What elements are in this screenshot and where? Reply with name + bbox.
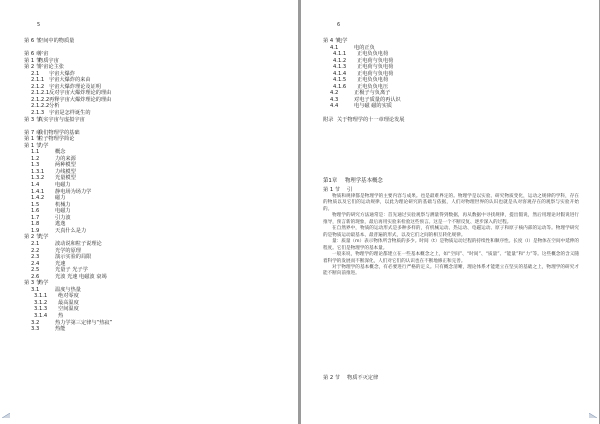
toc-entry-title: 绝对零度 xyxy=(58,293,79,300)
toc-entry-number: 4.4 xyxy=(330,103,339,110)
toc-entry-title: 正极子与负离子 xyxy=(354,90,391,97)
section-number: 第 1 节 xyxy=(323,187,340,193)
toc-entry-number: 第 6 节 xyxy=(24,38,41,44)
toc-entry-number: 4.1.3 xyxy=(333,64,347,71)
toc-entry-title: 力学 xyxy=(38,142,49,149)
toc-entry-number: 2.5 xyxy=(31,267,40,274)
toc-entry-title: 天真什么是力 xyxy=(55,227,87,234)
toc-entry-title: 力线模型 xyxy=(55,168,76,175)
right-page xyxy=(301,0,599,424)
toc-entry-title: 热力学第三定律与“热寂” xyxy=(55,319,113,326)
toc-entry-number: 附录 xyxy=(323,116,334,123)
paragraph: 一般来说，物理学的理论都建立在一些基本概念之上，如“空间”、“时间”、“质量”、“能量”和“力”等。这些概念的含义随着科学的发展而不断深化，人们对它们的认识也在不断地修正和完善。 xyxy=(323,252,579,264)
toc-entry-number: 1.4.1 xyxy=(31,188,45,195)
toc-entry-number: 1.4.2 xyxy=(31,195,45,202)
toc-entry-title: 机械力 xyxy=(55,201,71,208)
toc-entry-number: 2.1 xyxy=(31,70,40,77)
toc-entry-title: 正电荷与负电荷 xyxy=(357,64,394,71)
toc-entry-number: 1.3.2 xyxy=(31,175,45,182)
toc-entry-number: 1.5 xyxy=(31,201,40,208)
toc-entry-title: 宇宙大爆炸 xyxy=(49,70,75,77)
toc-entry-number: 2.1.2.2 xyxy=(31,96,50,103)
toc-entry-title: 真实宇宙与虚拟宇宙 xyxy=(38,116,85,123)
toc-entry-number: 2.1.2 xyxy=(31,83,45,90)
toc-entry-title: 宇宙大爆炸的来由 xyxy=(49,77,91,84)
toc-entry-title: 再释宇宙大爆炸理论的理由 xyxy=(49,96,112,103)
toc-entry-title: 光量子 光子学 xyxy=(55,267,88,274)
toc-entry-title: 电磁力 xyxy=(55,208,71,215)
toc-entry-title: 粒子物理学简论 xyxy=(38,136,75,143)
toc-entry-title: 正电荷与负电荷 xyxy=(357,57,394,64)
toc-entry-number: 4.1 xyxy=(330,44,339,51)
toc-entry-title: 正电负负电压 xyxy=(357,83,389,90)
toc-entry-number: 2.6 xyxy=(31,273,40,280)
toc-entry-number: 4.1.4 xyxy=(333,70,347,77)
toc-entry-title: 电学 xyxy=(337,38,348,44)
toc-entry-number: 2.1.1 xyxy=(31,77,45,84)
toc-entry-title: 电与磁 磁的实质 xyxy=(354,103,392,110)
table-of-contents xyxy=(24,38,298,333)
chapter-title: 物理学基本概念 xyxy=(345,178,383,184)
toc-entry-number: 2.3 xyxy=(31,254,40,261)
toc-entry-number: 1.3 xyxy=(31,162,40,169)
toc-entry-title: 电的正负 xyxy=(354,44,375,51)
toc-entry-title: 宇宙是怎样诞生的 xyxy=(49,110,91,117)
page-fold-corner-icon[interactable] xyxy=(589,413,597,418)
toc-entry-number: 3.1.4 xyxy=(34,312,48,319)
toc-entry-number: 1.4 xyxy=(31,182,40,189)
toc-entry-number: 4.1.6 xyxy=(333,83,347,90)
toc-entry-title: 宇宙论主张 xyxy=(38,64,64,71)
toc-entry-title: 宇宙 xyxy=(38,51,49,58)
toc-entry-number: 1.3.1 xyxy=(31,168,45,175)
page-number: 5 xyxy=(37,22,41,28)
toc-entry-number: 3.1 xyxy=(31,286,40,293)
toc-entry-title: 热学 xyxy=(38,280,49,287)
paragraph: 物质和规律都是物理学的主要内容与成果。也是最难界定的。物理学是以实验、研究物质变化，运动之规律的学科，存在的物质以及它们的运动规律，以此为理论研究的基础与依据，人们对物理世界的认识也就是从对客观存在的观察与实验开始的。 xyxy=(323,194,579,212)
toc-entry-title: 引力波 xyxy=(55,214,71,221)
toc-entry-number: 3.2 xyxy=(31,319,40,326)
toc-entry-number: 3.3 xyxy=(31,326,40,333)
toc-entry-number: 第 7 章 xyxy=(24,129,41,136)
chapter-heading xyxy=(323,178,579,185)
toc-entry-title: 最高温度 xyxy=(58,299,79,306)
toc-entry-title: 关于物理学的十一章理论发展 xyxy=(337,116,405,123)
paragraph: 对于物理学的基本概念，有必要进行严格的定义。只有概念清晰，理论体系才能建立在坚实的基础之上，物理学的研究才能不断向前推进。 xyxy=(323,264,579,277)
paragraph: 物理学的研究方法通常是：首先通过实验观察与测量得到数据，再从数据中寻找规律，提出假说，然后用理论对假说进行推导，预言新的现象，最后再用实验来检验这些预言。这是一个不断反复、逐步深入的过程。 xyxy=(323,213,579,225)
toc-entry-number: 3.1.1 xyxy=(34,293,48,300)
toc-entry-number: 4.1.2 xyxy=(333,57,347,64)
toc-entry-number: 第 3 节 xyxy=(24,116,41,123)
chapter-number: 第1章 xyxy=(323,178,338,184)
section-title: 引 xyxy=(347,187,353,193)
table-of-contents xyxy=(323,38,599,123)
toc-entry-title: 演示实验的局限 xyxy=(55,254,92,261)
toc-entry-title: 光量模型 xyxy=(55,175,76,182)
toc-entry-number: 1.8 xyxy=(31,221,40,228)
toc-entry-number: 2.1.2.2 xyxy=(31,103,50,110)
toc-entry-title: 正电荷与负电荷 xyxy=(357,70,394,77)
toc-entry-number: 第 4 节 xyxy=(323,38,340,44)
toc-entry-number: 2.4 xyxy=(31,260,40,267)
toc-entry-title: 波动说和粒子说理论 xyxy=(55,240,102,247)
toc-entry-number: 第 2 节 xyxy=(24,64,41,71)
toc-entry-title: 两种模型 xyxy=(55,162,76,169)
toc-entry-number: 第 3 节 xyxy=(24,280,41,287)
toc-entry-title: 温度与热量 xyxy=(55,286,81,293)
page-fold-corner-icon[interactable] xyxy=(2,413,10,418)
section-heading xyxy=(323,374,378,381)
toc-entry-title: 电磁力 xyxy=(55,182,71,189)
toc-entry-title: 空间中的物质量 xyxy=(38,38,75,44)
toc-entry-number: 1.9 xyxy=(31,227,40,234)
toc-entry-title: 力的来源 xyxy=(55,155,76,162)
toc-entry-title: 反对宇宙大爆炸理论的理由 xyxy=(49,90,112,97)
toc-entry-title: 正电负负电荷 xyxy=(357,77,389,84)
left-page xyxy=(0,0,298,424)
toc-entry-number: 2.1.3 xyxy=(31,110,45,117)
toc-entry xyxy=(323,117,599,124)
section-number: 第 2 节 xyxy=(323,375,340,381)
toc-entry-number: 2.2 xyxy=(31,247,40,254)
toc-entry-number: 1.7 xyxy=(31,214,40,221)
toc-entry-title: 分析 xyxy=(49,103,60,110)
toc-entry-number: 3.1.3 xyxy=(34,306,48,313)
toc-entry-number: 第 2 节 xyxy=(24,234,41,241)
paragraph: 量：质量（m）表示物体所含物质的多少。时间（t）是物质运动过程的持续性和顺序性。长度（l）是物体在空间中延伸的程度。它们是物理学的基本量。 xyxy=(323,239,579,251)
toc-entry-number: 2.1.2.1 xyxy=(31,90,50,97)
toc-entry-title: 光速 xyxy=(55,260,66,267)
toc-entry-title: 我们物理学的基础 xyxy=(38,129,80,136)
toc-entry-number: 第 1 节 xyxy=(24,136,41,143)
toc-entry xyxy=(24,326,298,333)
toc-entry-number: 2.1 xyxy=(31,240,40,247)
toc-entry-number: 4.3 xyxy=(330,96,339,103)
toc-entry-number: 3.1.2 xyxy=(34,299,48,306)
toc-entry-number: 第 6 章 xyxy=(24,51,41,58)
paragraph: 在自然界中，物质的运动形式是多种多样的，有机械运动、热运动、电磁运动、原子和原子核内部的运动等。物理学研究的是物质运动最基本、最普遍的形式，以及它们之间的相互转化规律。 xyxy=(323,226,579,238)
toc-entry-title: 空间温度 xyxy=(58,306,79,313)
toc-entry-number: 4.1.1 xyxy=(333,51,347,58)
toc-entry-title: 磁力 xyxy=(55,195,66,202)
section-heading xyxy=(323,187,579,194)
toc-entry-number: 第 1 节 xyxy=(24,142,41,149)
toc-entry-title: 光波 光速 电磁波 衰竭 xyxy=(55,273,107,280)
toc-entry-number: 1.6 xyxy=(31,208,40,215)
toc-entry-title: 光学的原理 xyxy=(55,247,81,254)
toc-entry-title: 逃逸 xyxy=(55,221,66,228)
toc-entry-title: 对电子质量的再认识 xyxy=(354,96,401,103)
toc-entry-title: 概念 xyxy=(55,149,66,156)
toc-entry-number: 1.1 xyxy=(31,149,40,156)
toc-entry-number: 第 1 节 xyxy=(24,57,41,64)
toc-entry-title: 正电负负电荷 xyxy=(357,51,389,58)
toc-entry-title: 静电场为场力学 xyxy=(55,188,92,195)
toc-entry-title: 物质宇宙 xyxy=(38,57,59,64)
toc-entry-title: 宇宙大爆炸理论及证明 xyxy=(49,83,101,90)
page-number: 6 xyxy=(337,22,341,28)
section-title: 物质不灭定律 xyxy=(347,375,379,381)
chapter-body xyxy=(323,178,579,278)
toc-entry-title: 热 xyxy=(58,312,64,319)
toc-entry-number: 1.2 xyxy=(31,155,40,162)
toc-entry-number: 4.2 xyxy=(330,90,339,97)
toc-entry-number: 4.1.5 xyxy=(333,77,347,84)
toc-entry-title: 光学 xyxy=(38,234,49,241)
toc-entry-title: 热能 xyxy=(55,326,66,333)
